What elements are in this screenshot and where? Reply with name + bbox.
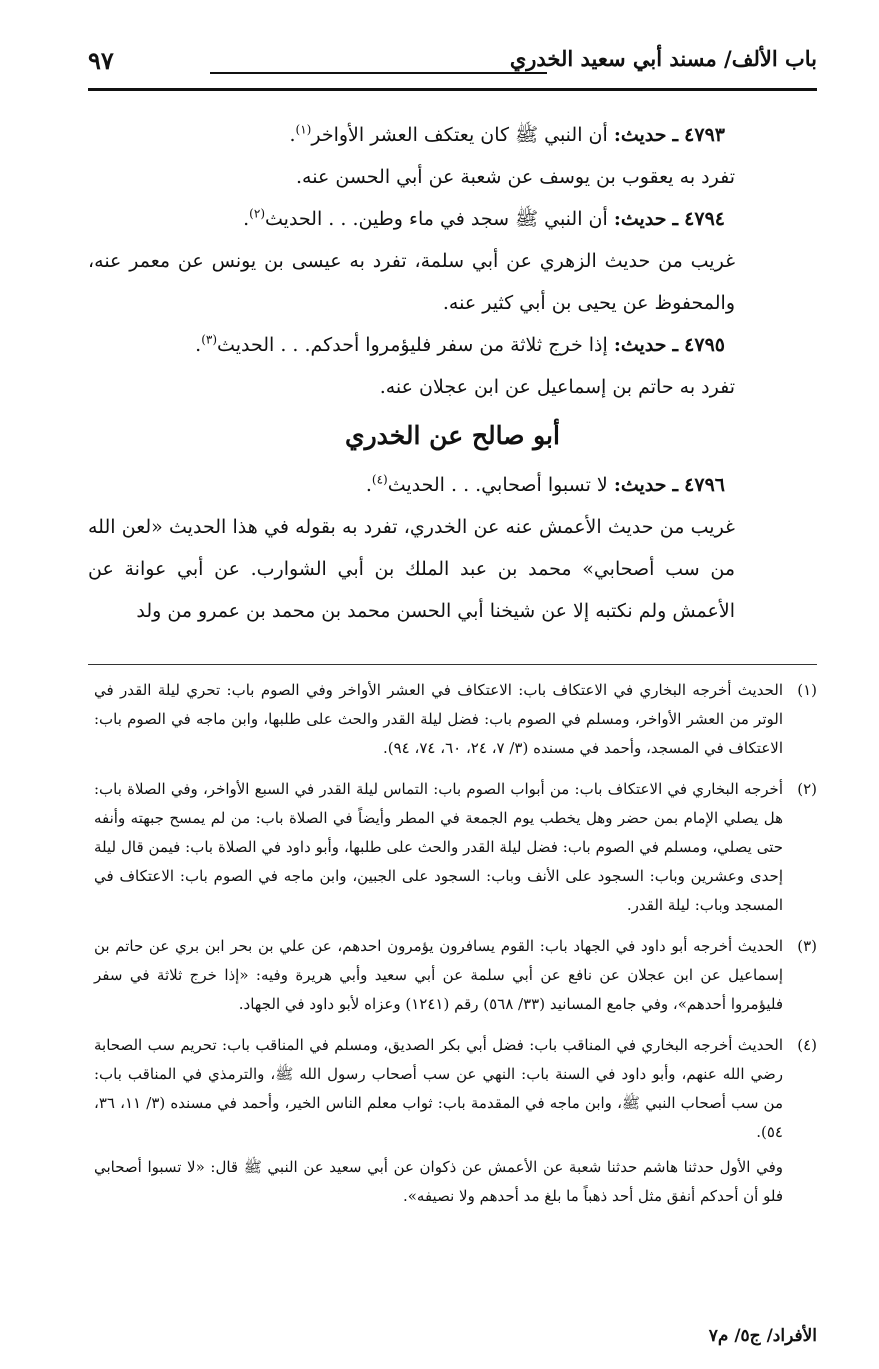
entry-label: حديث: <box>613 124 667 146</box>
hadith-entry-4793 <box>88 114 817 156</box>
entry-number: ٤٧٩٦ <box>684 474 725 496</box>
entry-end: . <box>365 474 372 496</box>
entry-dash: ـ <box>672 474 679 496</box>
footnotes <box>94 676 817 1211</box>
footnote-ref: (١) <box>295 122 312 137</box>
entry-comment: غريب من حديث الأعمش عنه عن الخدري، تفرد به بقوله في هذا الحديث «لعن الله من سب أصحابي» محمد بن عبد الملك بن أبي الشوارب. عن أبي عوانة عن الأعمش ولم نكتبه إلا عن شيخنا أبي الحسن محمد بن محمد بن عمرو من ولد <box>88 516 735 622</box>
entry-label: حديث: <box>613 208 667 230</box>
section-title: باب الألف/ مسند أبي سعيد الخدري <box>509 46 817 71</box>
header-leader-line <box>210 72 547 74</box>
footnote-ref: (٤) <box>371 472 388 487</box>
entry-dash: ـ <box>672 124 679 146</box>
hadith-entry-4794 <box>88 198 817 240</box>
entry-number: ٤٧٩٥ <box>684 334 725 356</box>
footnote-1 <box>94 676 817 763</box>
entry-label: حديث: <box>613 474 667 496</box>
header-rule <box>88 88 817 91</box>
entry-comment: غريب من حديث الزهري عن أبي سلمة، تفرد به عيسى بن يونس عن معمر عنه، والمحفوظ عن يحيى بن أبي كثير عنه. <box>88 250 735 314</box>
footnote-4 <box>94 1031 817 1147</box>
footnote-3 <box>94 932 817 1019</box>
footnote-text: الحديث أخرجه البخاري في المناقب باب: فضل أبي بكر الصديق، ومسلم في المناقب باب: تحريم سب الصحابة رضي الله عنهم، وأبو داود في السنة باب: النهي عن سب أصحاب رسول الله ﷺ، والترمذي في المناقب باب: من سب أصحاب النبي ﷺ، وابن ماجه في المقدمة باب: ثواب معلم الناس الخير، وأحمد في مسنده (٣/ ١١، ٣٦، ٥٤). <box>94 1036 784 1141</box>
entry-number: ٤٧٩٣ <box>684 124 725 146</box>
hadith-entry-4795 <box>88 324 817 366</box>
entry-end: . <box>195 334 202 356</box>
entry-dash: ـ <box>672 208 679 230</box>
footnote-number: (٢) <box>797 780 817 798</box>
footnote-2 <box>94 775 817 920</box>
footnote-text: الحديث أخرجه أبو داود في الجهاد باب: القوم يسافرون يؤمرون احدهم، عن علي بن بحر ابن بري عن حاتم بن إسماعيل عن ابن عجلان عن نافع عن أبي سلمة عن أبي سعيد وأبي هريرة وفيه: «إذا خرج ثلاثة في سفر فليؤمروا أحدهم»، وفي جامع المسانيد (٣٣/ ٥٦٨) رقم (١٢٤١) وعزاه لأبو داود في الجهاد. <box>94 937 783 1013</box>
footnote-number: (٣) <box>797 937 817 955</box>
entry-number: ٤٧٩٤ <box>684 208 725 230</box>
entry-label: حديث: <box>613 334 667 356</box>
footnote-text: أخرجه البخاري في الاعتكاف باب: من أبواب الصوم باب: التماس ليلة القدر في السبع الأواخر، وفي الصلاة باب: هل يصلي الإمام بمن حضر وهل يخطب يوم الجمعة في المطر وأيضاً في الصلاة باب: من لم يمسح جبهته وأنفه حتى يصلي، ومسلم في الصوم باب: فضل ليلة القدر والحث على طلبها، وأبو داود في الصلاة باب: فيمن قال ليلة إحدى وعشرين وباب: السجود على الأنف وباب: السجود على الجبين، وابن ماجه في الصوم باب: الاعتكاف في المسجد وباب: ليلة القدر. <box>94 780 783 914</box>
footnote-ref: (٣) <box>201 332 218 347</box>
footnote-ref: (٢) <box>249 206 265 221</box>
entry-end: . <box>243 208 250 230</box>
entry-text: إذا خرج ثلاثة من سفر فليؤمروا أحدكم. . . الحديث <box>217 334 608 356</box>
signature-mark: الأفراد/ ج٥/ م٧ <box>708 1326 817 1346</box>
footnote-number: (٤) <box>797 1036 817 1054</box>
entry-text: لا تسبوا أصحابي. . . الحديث <box>387 474 608 496</box>
entry-dash: ـ <box>672 334 679 356</box>
entry-comment: تفرد به يعقوب بن يوسف عن شعبة عن أبي الحسن عنه. <box>296 166 735 188</box>
section-heading: أبو صالح عن الخدري <box>345 421 560 450</box>
entry-text: أن النبي ﷺ سجد في ماء وطين. . . الحديث <box>265 208 608 230</box>
footnote-divider <box>88 664 817 665</box>
page-number: ٩٧ <box>88 46 114 75</box>
footnote-number: (١) <box>797 681 817 699</box>
entry-end: . <box>289 124 296 146</box>
footnote-continuation: وفي الأول حدثنا هاشم حدثنا شعبة عن الأعمش عن ذكوان عن أبي سعيد عن النبي ﷺ قال: «لا تسبوا أصحابي فلو أن أحدكم أنفق مثل أحد ذهباً ما بلغ مد أحدهم ولا نصيفه». <box>94 1158 783 1205</box>
entry-comment: تفرد به حاتم بن إسماعيل عن ابن عجلان عنه. <box>379 376 735 398</box>
footnote-text: الحديث أخرجه البخاري في الاعتكاف باب: الاعتكاف في العشر الأواخر وفي الصوم باب: تحري ليلة القدر في الوتر من العشر الأواخر، ومسلم في الصوم باب: فضل ليلة القدر والحث على طلبها، وابن ماجه في الصوم باب: الاعتكاف في المسجد، وأحمد في مسنده (٣/ ٧، ٢٤، ٦٠، ٧٤، ٩٤). <box>94 681 783 757</box>
main-text <box>88 114 817 632</box>
entry-text: أن النبي ﷺ كان يعتكف العشر الأواخر <box>311 124 608 146</box>
hadith-entry-4796 <box>88 464 817 506</box>
running-header <box>88 46 817 86</box>
